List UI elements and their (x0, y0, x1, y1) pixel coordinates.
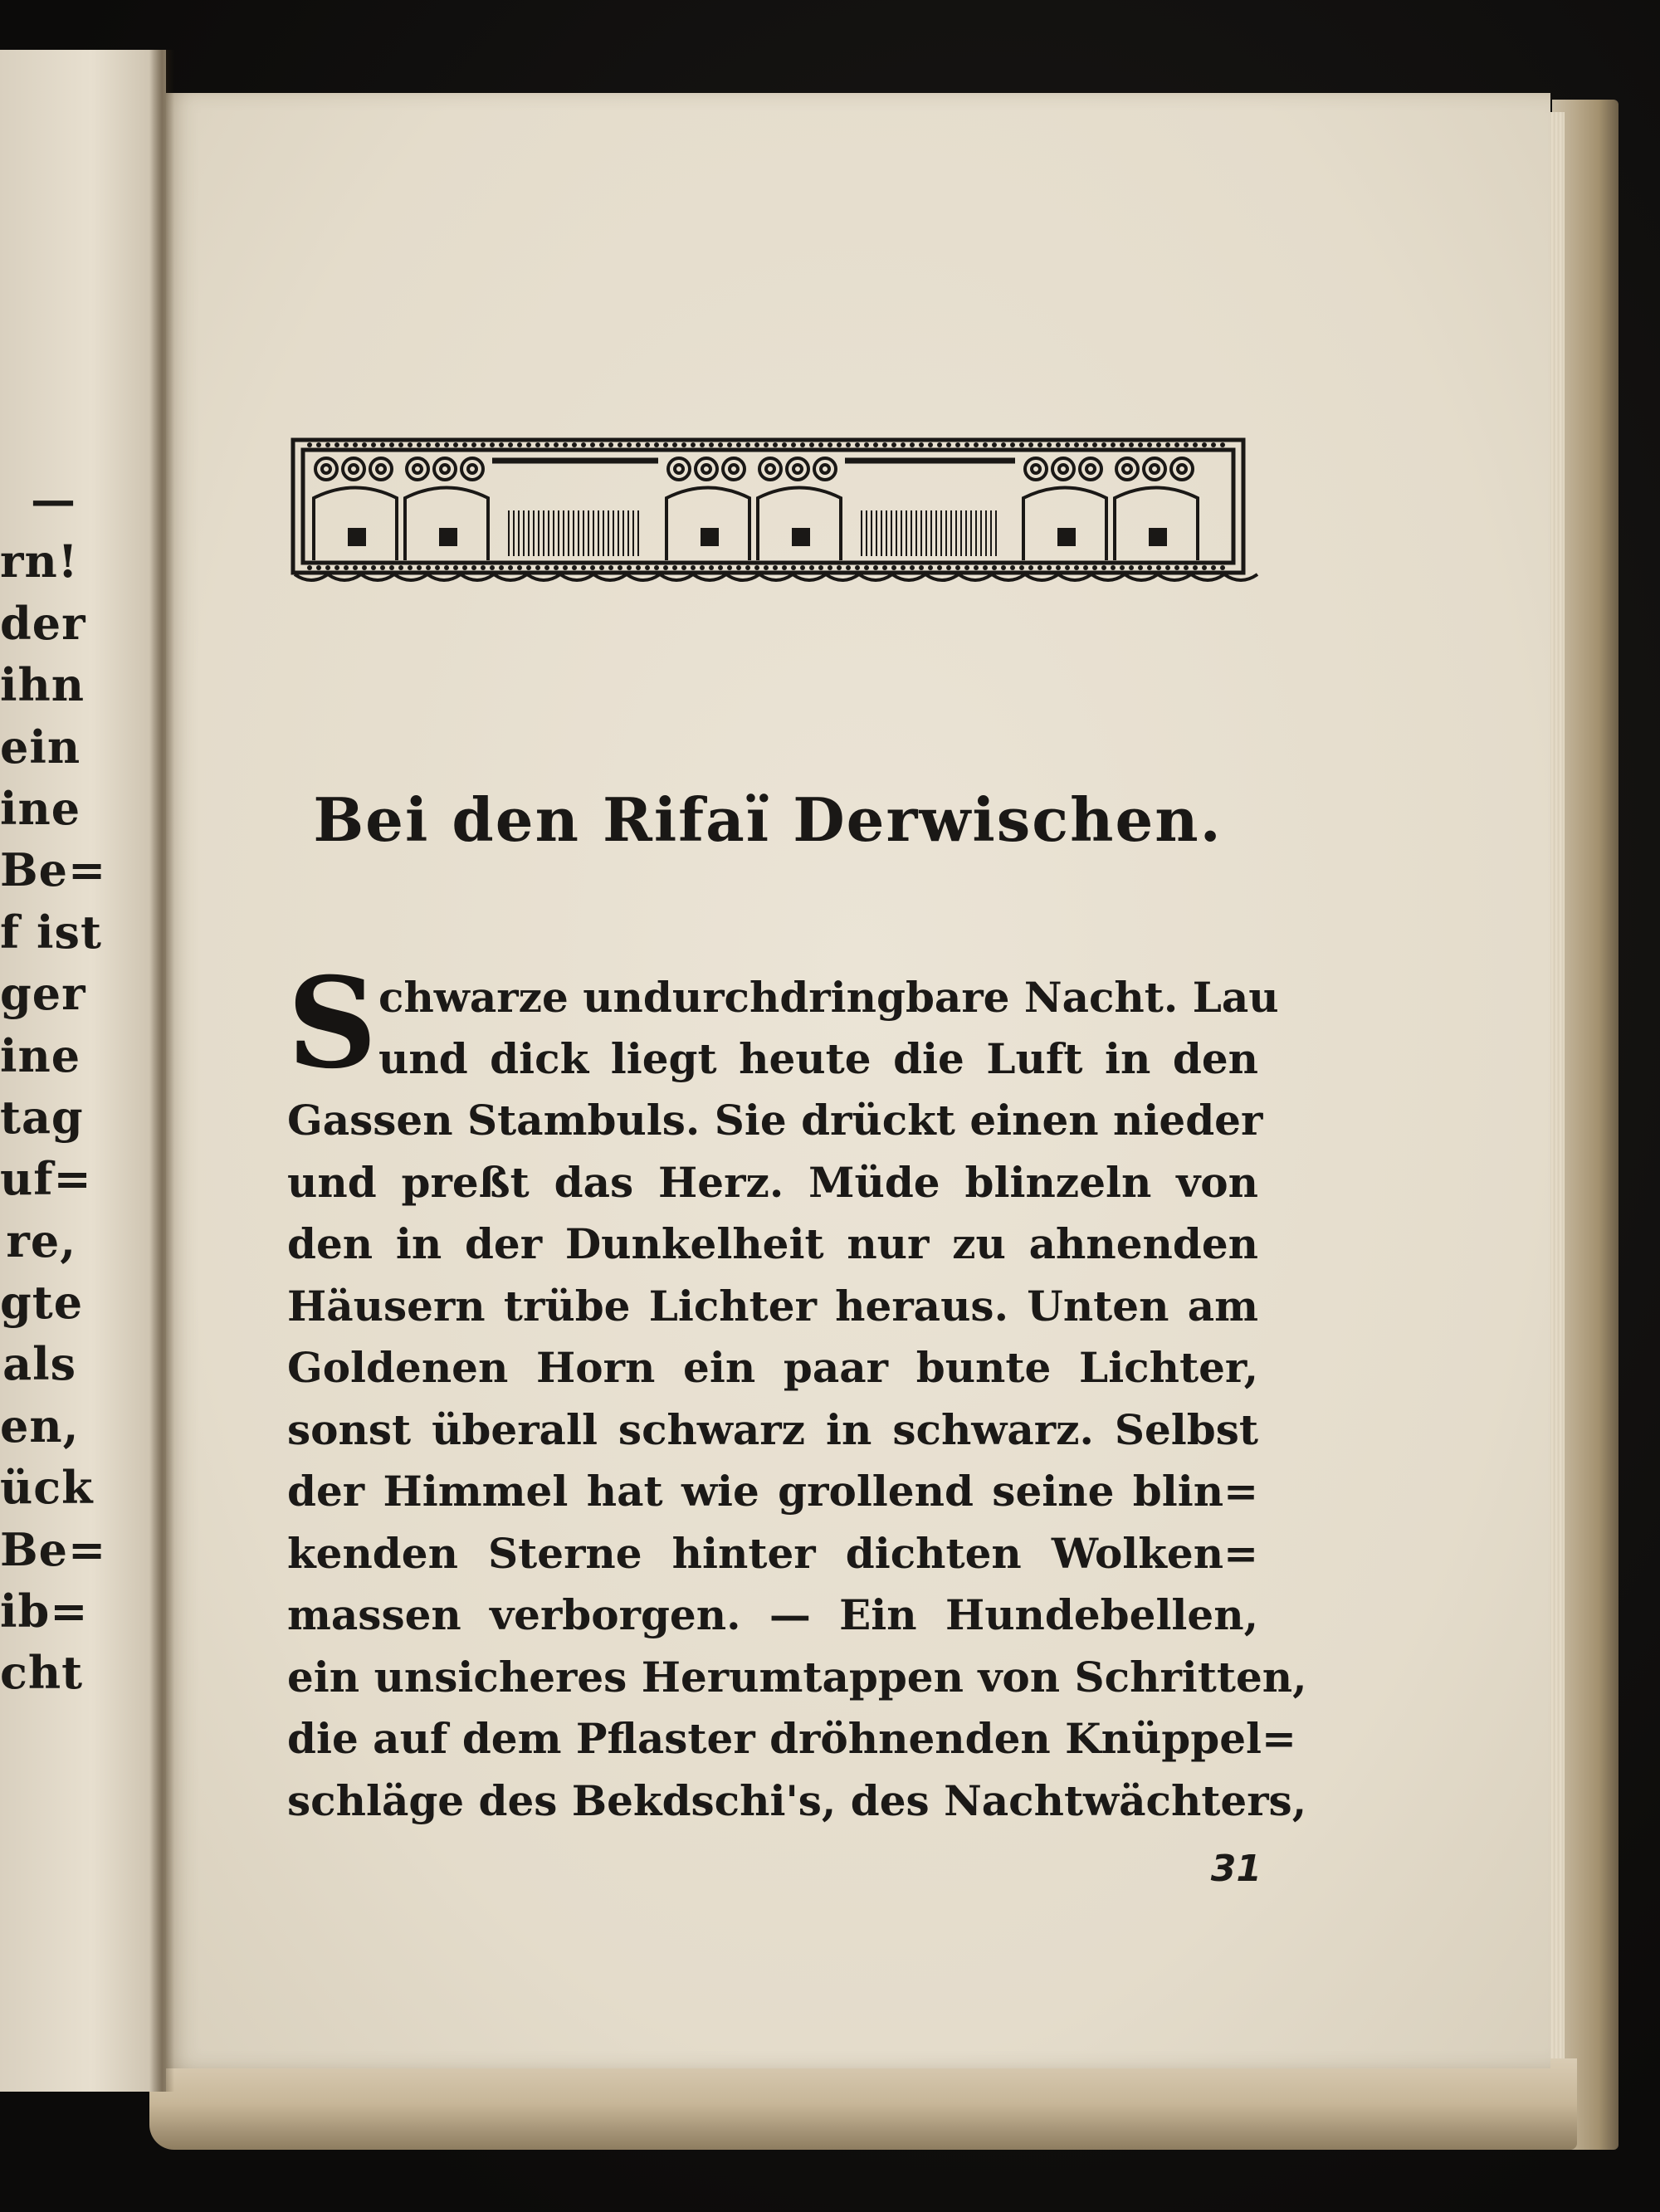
left-page-line: re, (6, 1213, 76, 1267)
left-page (0, 50, 166, 2092)
text-line: Häusern trübe Lichter heraus. Unten am (287, 1281, 1258, 1331)
left-page-text (0, 469, 107, 1704)
left-page-line: en, (0, 1399, 80, 1453)
text-line: die auf dem Pflaster dröhnenden Knüppel= (287, 1714, 1296, 1763)
left-page-line: als (2, 1337, 76, 1391)
left-page-line: cht (0, 1646, 84, 1700)
text-line: den in der Dunkelheit nur zu ahnenden (287, 1219, 1258, 1268)
left-page-line: ger (0, 967, 86, 1021)
header-ornament (285, 432, 1252, 589)
left-page-line: ine (0, 1028, 81, 1082)
left-page-line: ihn (0, 658, 85, 712)
text-line: Goldenen Horn ein paar bunte Lichter, (287, 1343, 1258, 1392)
chapter-heading: Bei den Rifaï Derwischen. (313, 784, 1223, 855)
text-line: der Himmel hat wie grollend seine blin= (287, 1467, 1258, 1516)
left-page-line: ine (0, 781, 81, 835)
left-page-line: ück (0, 1461, 94, 1515)
left-page-line: Be= (0, 843, 107, 897)
text-line: chwarze undurchdringbare Nacht. Lau (378, 973, 1279, 1022)
left-page-line: ein (0, 720, 81, 774)
page-number: 31 (1210, 1848, 1262, 1890)
text-line: Gassen Stambuls. Sie drückt einen nieder (287, 1096, 1263, 1145)
page-bottom-edge (149, 2058, 1577, 2150)
left-page-line: der (0, 596, 86, 650)
left-page-line: uf= (0, 1152, 92, 1206)
text-line: ein unsicheres Herumtappen von Schritten, (287, 1652, 1307, 1702)
left-page-line: rn! (0, 535, 79, 588)
book-gutter (149, 50, 174, 2092)
left-page-line: ib= (0, 1585, 89, 1638)
drop-cap: S (287, 950, 378, 1096)
left-page-line: Be= (0, 1522, 107, 1576)
text-line: kenden Sterne hinter dichten Wolken= (287, 1528, 1258, 1578)
text-line: und preßt das Herz. Müde blinzeln von (287, 1157, 1258, 1207)
left-page-line: gte (0, 1276, 84, 1330)
left-page-line: — (31, 473, 76, 526)
text-line: massen verborgen. — Ein Hundebellen, (287, 1590, 1258, 1639)
text-line: schläge des Bekdschi's, des Nachtwächters, (287, 1775, 1307, 1825)
text-line: und dick liegt heute die Luft in den (378, 1034, 1258, 1083)
text-line: sonst überall schwarz in schwarz. Selbst (287, 1404, 1258, 1454)
left-page-line: tag (0, 1090, 84, 1144)
left-page-line: f ist (0, 905, 102, 959)
